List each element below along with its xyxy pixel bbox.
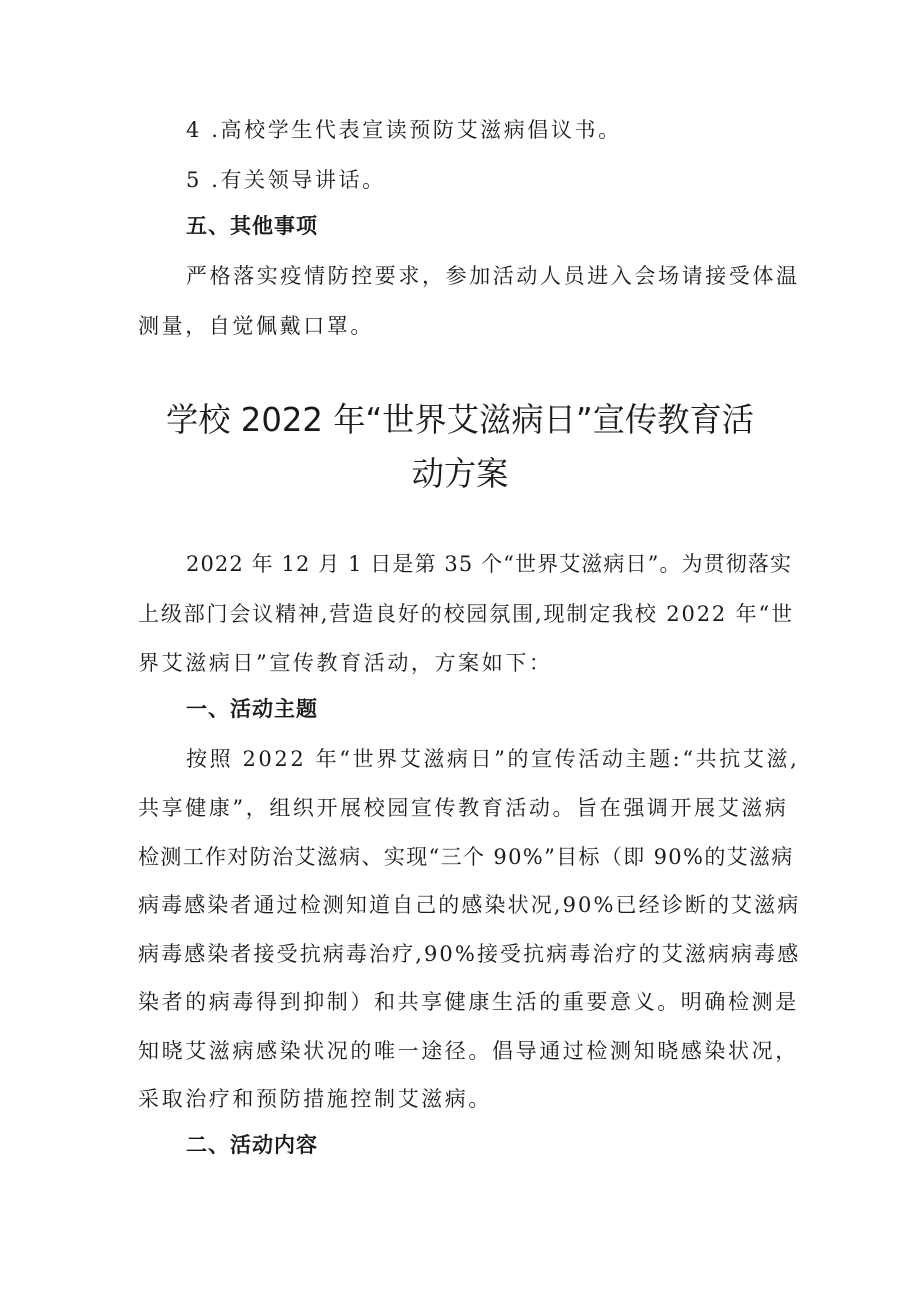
paragraph-line: 检测工作对防治艾滋病、实现“三个 90%”目标（即 90%的艾滋病 xyxy=(138,845,794,869)
section-heading-theme: 一、活动主题 xyxy=(186,697,318,721)
paragraph-line: 严格落实疫情防控要求，参加活动人员进入会场请接受体温 xyxy=(186,264,800,288)
paragraph-line: 界艾滋病日”宣传教育活动，方案如下： xyxy=(138,651,553,675)
document-title-line-1: 学校 2022 年“世界艾滋病日”宣传教育活 xyxy=(165,400,755,439)
paragraph-line: 知晓艾滋病感染状况的唯一途径。倡导通过检测知晓感染状况， xyxy=(138,1039,799,1063)
document-title-line-2: 动方案 xyxy=(411,454,509,493)
paragraph-line: 测量，自觉佩戴口罩。 xyxy=(138,314,374,338)
section-heading-content: 二、活动内容 xyxy=(186,1133,318,1157)
paragraph-line: 病毒感染者通过检测知道自己的感染状况,90%已经诊断的艾滋病 xyxy=(138,893,801,917)
paragraph-line: 上级部门会议精神,营造良好的校园氛围,现制定我校 2022 年“世 xyxy=(138,602,794,626)
paragraph-line: 共享健康”，组织开展校园宣传教育活动。旨在强调开展艾滋病 xyxy=(138,796,789,820)
paragraph-line: 病毒感染者接受抗病毒治疗,90%接受抗病毒治疗的艾滋病病毒感 xyxy=(138,942,801,966)
paragraph-line: 2022 年 12 月 1 日是第 35 个“世界艾滋病日”。为贯彻落实 xyxy=(186,552,793,576)
list-item-4: 4 .高校学生代表宣读预防艾滋病倡议书。 xyxy=(186,118,622,142)
paragraph-line: 染者的病毒得到抑制）和共享健康生活的重要意义。明确检测是 xyxy=(138,990,799,1014)
list-item-5: 5 .有关领导讲话。 xyxy=(186,168,386,192)
paragraph-line: 采取治疗和预防措施控制艾滋病。 xyxy=(138,1087,492,1111)
paragraph-line: 按照 2022 年“世界艾滋病日”的宣传活动主题:“共抗艾滋, xyxy=(186,747,800,771)
section-heading-other-matters: 五、其他事项 xyxy=(186,214,318,238)
